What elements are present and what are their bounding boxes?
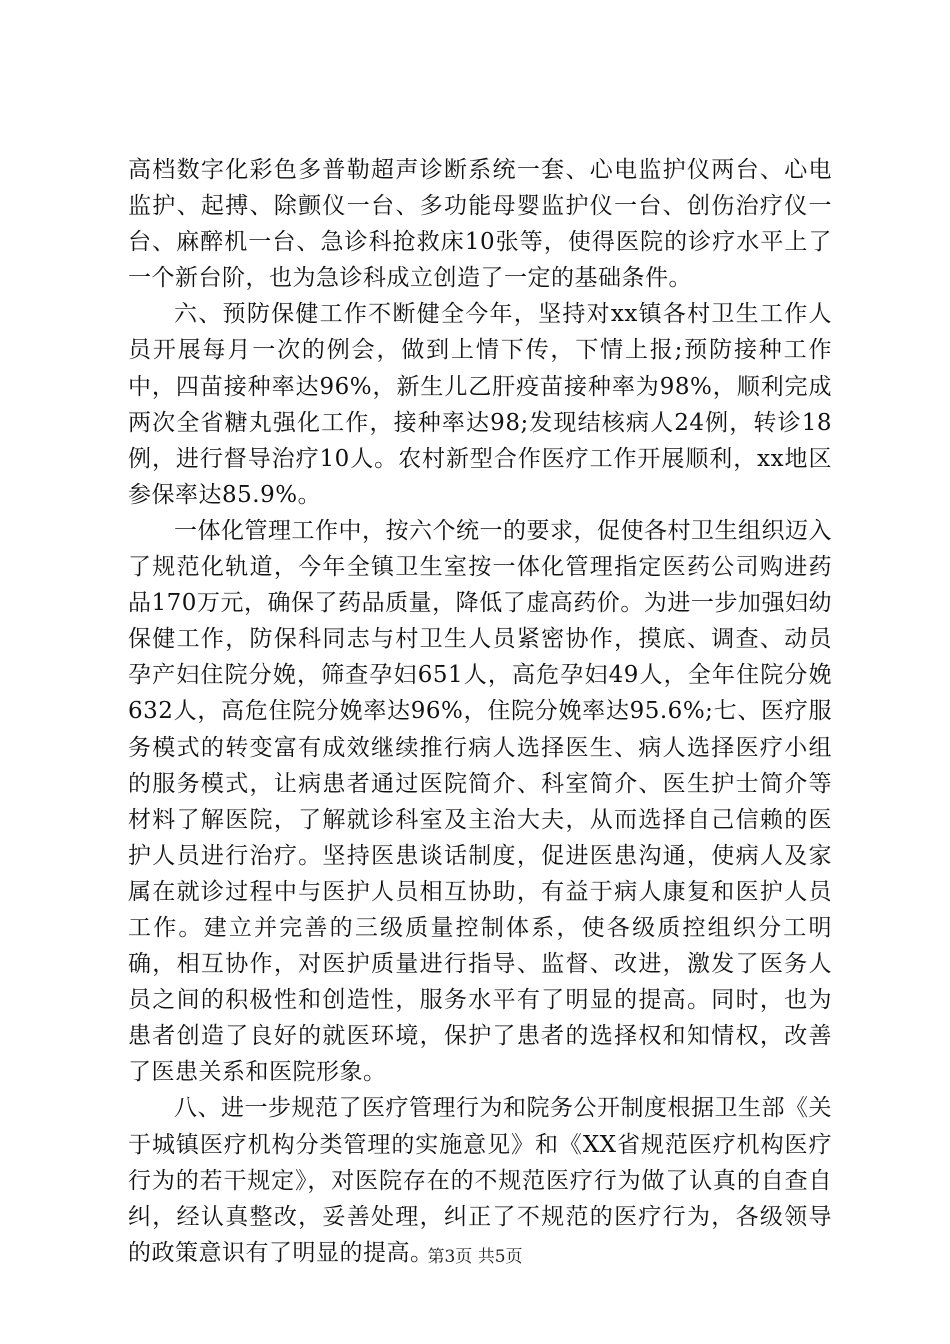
document-body [128,152,832,1271]
paragraph-preventive-care: 六、预防保健工作不断健全今年，坚持对xx镇各村卫生工作人员开展每月一次的例会，做到上情下传，下情上报;预防接种工作中，四苗接种率达96%，新生儿乙肝疫苗接种率为98%，顺利完成两次全省糖丸强化工作，接种率达98;发现结核病人24例，转诊18例，进行督导治疗10人。农村新型合作医疗工作开展顺利，xx地区参保率达85.9%。 [128,301,832,508]
paragraph-regulation: 八、进一步规范了医疗管理行为和院务公开制度根据卫生部《关于城镇医疗机构分类管理的实施意见》和《XX省规范医疗机构医疗行为的若干规定》，对医院存在的不规范医疗行为做了认真的自查自纠，经认真整改，妥善处理，纠正了不规范的医疗行为，各级领导的政策意识有了明显的提高。 [128,1095,832,1266]
paragraph-integrated-management: 一体化管理工作中，按六个统一的要求，促使各村卫生组织迈入了规范化轨道，今年全镇卫生室按一体化管理指定医药公司购进药品170万元，确保了药品质量，降低了虚高药价。为进一步加强妇幼保健工作，防保科同志与村卫生人员紧密协作，摸底、调查、动员孕产妇住院分娩，筛查孕妇651人，高危孕妇49人，全年住院分娩632人，高危住院分娩率达96%，住院分娩率达95.6%;七、医疗服务模式的转变富有成效继续推行病人选择医生、病人选择医疗小组的服务模式，让病患者通过医院简介、科室简介、医生护士简介等材料了解医院，了解就诊科室及主治大夫，从而选择自己信赖的医护人员进行治疗。坚持医患谈话制度，促进医患沟通，使病人及家属在就诊过程中与医护人员相互协助，有益于病人康复和医护人员工作。建立并完善的三级质量控制体系，使各级质控组织分工明确，相互协作，对医护质量进行指导、监督、改进，激发了医务人员之间的积极性和创造性，服务水平有了明显的提高。同时，也为患者创造了良好的就医环境，保护了患者的选择权和知情权，改善了医患关系和医院形象。 [128,517,832,1086]
page-number-label: 第3页 共5页 [427,1247,523,1267]
page-footer [0,1247,950,1267]
paragraph-equipment: 高档数字化彩色多普勒超声诊断系统一套、心电监护仪两台、心电监护、起搏、除颤仪一台、多功能母婴监护仪一台、创伤治疗仪一台、麻醉机一台、急诊科抢救床10张等，使得医院的诊疗水平上了一个新台阶，也为急诊科成立创造了一定的基础条件。 [128,157,832,292]
